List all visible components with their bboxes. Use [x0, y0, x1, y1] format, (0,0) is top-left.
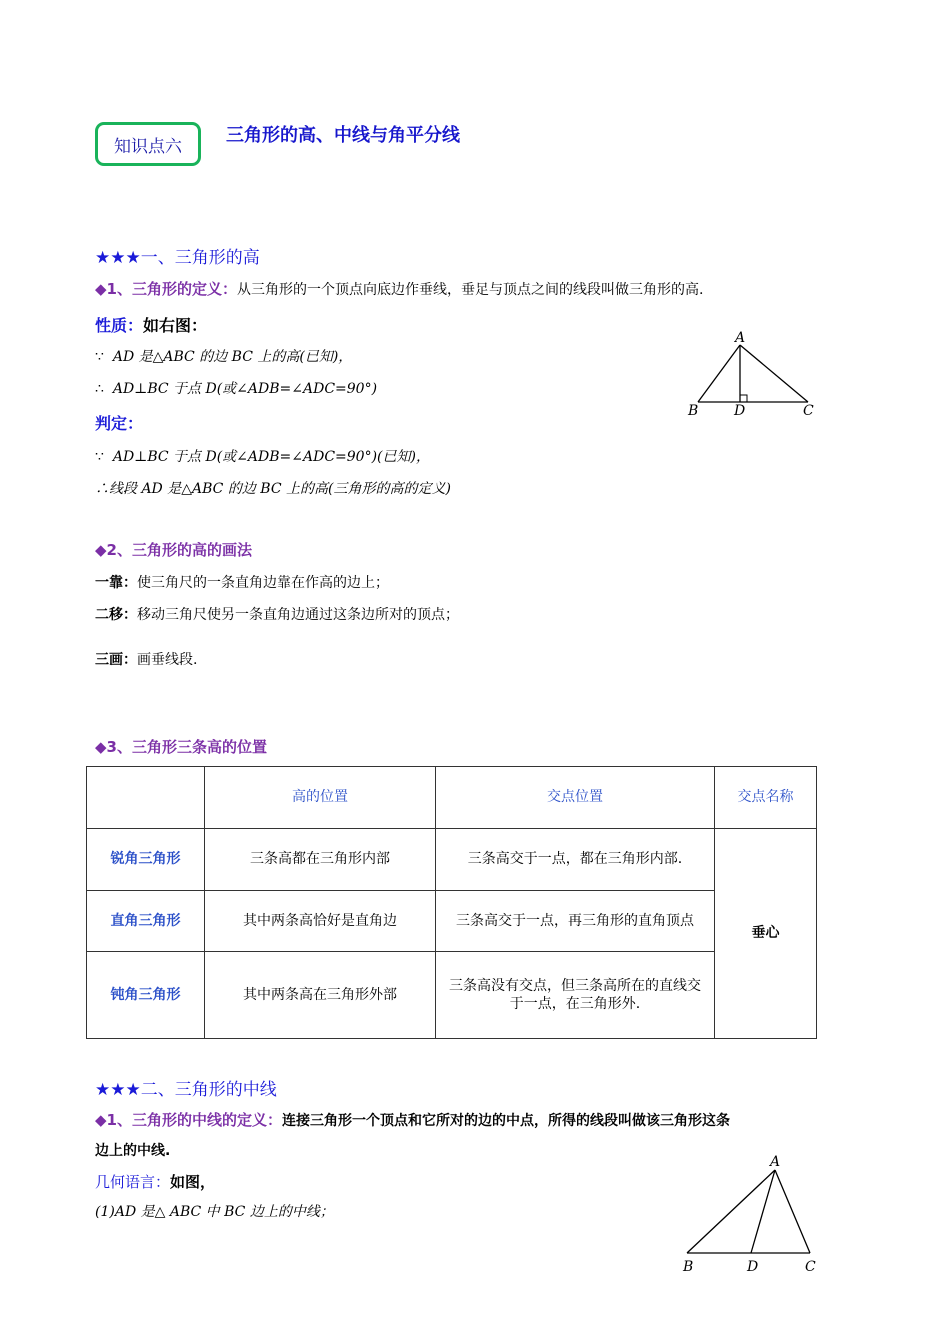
- orthocenter-cell: 垂心: [715, 829, 817, 1039]
- altitude-definition: [95, 278, 703, 299]
- step-3-label: 三画：: [95, 652, 137, 668]
- point-d-label: D: [747, 1259, 759, 1275]
- section-badge: 知识点六: [95, 122, 201, 166]
- geometry-language-text: 如图，: [170, 1173, 216, 1191]
- step-1: [95, 572, 389, 592]
- step-2-text: 移动三角尺使另一条直角边通过这条边所对的顶点；: [137, 607, 459, 623]
- row-position-cell: 其中两条高在三角形外部: [205, 952, 436, 1039]
- topic-title: 三角形的高、中线与角平分线: [226, 125, 460, 146]
- row-position-cell: 其中两条高恰好是直角边: [205, 891, 436, 952]
- property-line-1-text: AD 是△ABC 的边 BC 上的高(已知)，: [112, 349, 353, 365]
- row-intersection-cell: 三条高没有交点，但三条高所在的直线交于一点，在三角形外.: [436, 952, 715, 1039]
- side-ab: [698, 345, 740, 402]
- side-ac: [775, 1170, 810, 1253]
- property-line-2-text: AD⊥BC 于点 D(或∠ADB=∠ADC=90°): [112, 381, 378, 397]
- vertex-c-label: C: [805, 1259, 816, 1275]
- point-d-label: D: [734, 403, 746, 419]
- section-heading-altitude: ★★★一、三角形的高: [95, 248, 260, 268]
- judgement-line-2: ∴线段 AD 是△ABC 的边 BC 上的高(三角形的高的定义): [95, 481, 451, 497]
- median-definition-label: ◆1、三角形的中线的定义：: [95, 1111, 282, 1129]
- drawing-method-heading: ◆2、三角形的高的画法: [95, 541, 252, 559]
- geometry-language-label: 几何语言：: [95, 1173, 171, 1191]
- row-type-cell: 锐角三角形: [87, 829, 205, 891]
- median-figure: [675, 1148, 825, 1278]
- because-symbol: ∵: [95, 449, 104, 465]
- header-cell-intersection: 交点位置: [436, 767, 715, 829]
- geometry-language: [95, 1171, 215, 1192]
- row-type-cell: 直角三角形: [87, 891, 205, 952]
- row-intersection-cell: 三条高交于一点，都在三角形内部.: [436, 829, 715, 891]
- row-type-cell: 钝角三角形: [87, 952, 205, 1039]
- step-3: [95, 649, 197, 669]
- header-cell-position: 高的位置: [205, 767, 436, 829]
- step-2: [95, 604, 459, 624]
- judgement-label: 判定：: [95, 414, 144, 433]
- row-intersection-cell: 三条高交于一点，再三角形的直角顶点: [436, 891, 715, 952]
- definition-label: ◆1、三角形的定义：: [95, 280, 237, 298]
- judgement-line-1: [95, 446, 430, 466]
- table-header-row: [87, 767, 817, 829]
- therefore-symbol: ∴: [95, 381, 104, 397]
- table-row: [87, 891, 817, 952]
- vertex-c-label: C: [803, 403, 814, 419]
- table-row: [87, 952, 817, 1039]
- because-symbol: ∵: [95, 349, 104, 365]
- step-2-label: 二移：: [95, 607, 137, 623]
- step-1-label: 一靠：: [95, 575, 137, 591]
- row-position-cell: 三条高都在三角形内部: [205, 829, 436, 891]
- altitude-figure: [680, 325, 820, 425]
- side-ab: [687, 1170, 775, 1253]
- median-line-1: (1)AD 是△ ABC 中 BC 边上的中线；: [95, 1204, 334, 1220]
- median-definition-text-2: 边上的中线.: [95, 1143, 171, 1159]
- step-1-text: 使三角尺的一条直角边靠在作高的边上；: [137, 575, 389, 591]
- header-cell-empty: [87, 767, 205, 829]
- median-ad: [751, 1170, 775, 1253]
- vertex-b-label: B: [688, 403, 699, 419]
- property-line-2: [95, 378, 377, 398]
- table-row: [87, 829, 817, 891]
- side-ac: [740, 345, 808, 402]
- vertex-b-label: B: [683, 1259, 694, 1275]
- property-heading: [95, 313, 207, 336]
- property-text: 如右图：: [143, 316, 208, 335]
- property-label: 性质：: [95, 316, 144, 335]
- vertex-a-label: A: [735, 330, 746, 346]
- median-definition: [95, 1109, 730, 1130]
- property-line-1: [95, 346, 352, 366]
- altitude-position-table: [86, 766, 817, 1039]
- vertex-a-label: A: [770, 1154, 781, 1170]
- header-cell-name: 交点名称: [715, 767, 817, 829]
- section-heading-median: ★★★二、三角形的中线: [95, 1080, 277, 1100]
- judgement-line-1-text: AD⊥BC 于点 D(或∠ADB=∠ADC=90°)(已知)，: [112, 449, 430, 465]
- altitude-positions-heading: ◆3、三角形三条高的位置: [95, 738, 267, 756]
- median-definition-text: 连接三角形一个顶点和它所对的边的中点，所得的线段叫做该三角形这条: [281, 1113, 730, 1129]
- definition-text: 从三角形的一个顶点向底边作垂线，垂足与顶点之间的线段叫做三角形的高.: [236, 282, 704, 298]
- right-angle-mark: [740, 395, 747, 402]
- step-3-text: 画垂线段.: [137, 652, 198, 668]
